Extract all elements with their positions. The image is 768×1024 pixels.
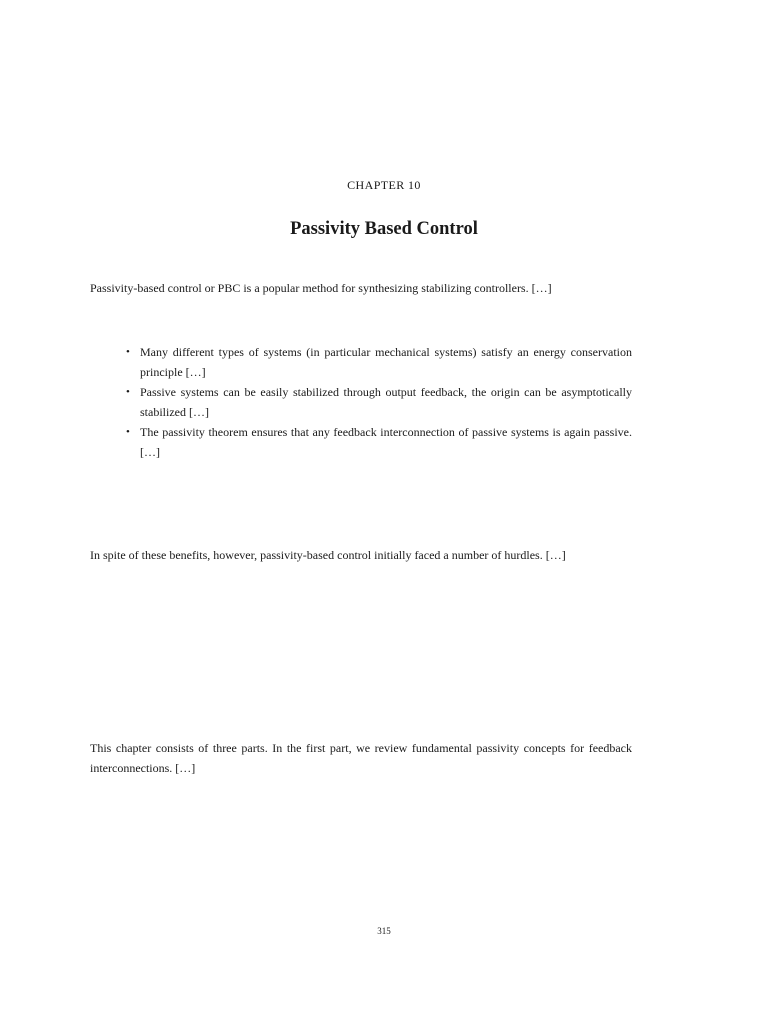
bullet-icon: •	[126, 426, 130, 438]
bullet-list	[126, 342, 632, 462]
chapter-label: CHAPTER 10	[347, 178, 421, 192]
bullet-item	[126, 342, 632, 382]
bullet-text: Many different types of systems (in particular mechanical systems) satisfy an energy conservation principle […]	[140, 345, 632, 379]
bullet-text: Passive systems can be easily stabilized through output feedback, the origin can be asymptotically stabilized […]	[140, 385, 632, 419]
bullet-icon: •	[126, 386, 130, 398]
body-paragraph: In spite of these benefits, however, passivity-based control initially faced a number of hurdles. […]	[90, 548, 566, 562]
intro-paragraph: Passivity-based control or PBC is a popular method for synthesizing stabilizing controllers. […]	[90, 281, 552, 295]
page-number: 315	[377, 926, 391, 936]
body-paragraph: This chapter consists of three parts. In the first part, we review fundamental passivity concepts for feedback interconnections. […]	[90, 741, 632, 775]
bullet-item	[126, 382, 632, 422]
chapter-title: Passivity Based Control	[290, 219, 478, 239]
bullet-item	[126, 422, 632, 462]
bullet-text: The passivity theorem ensures that any feedback interconnection of passive systems is again passive. […]	[140, 425, 632, 459]
bullet-icon: •	[126, 346, 130, 358]
